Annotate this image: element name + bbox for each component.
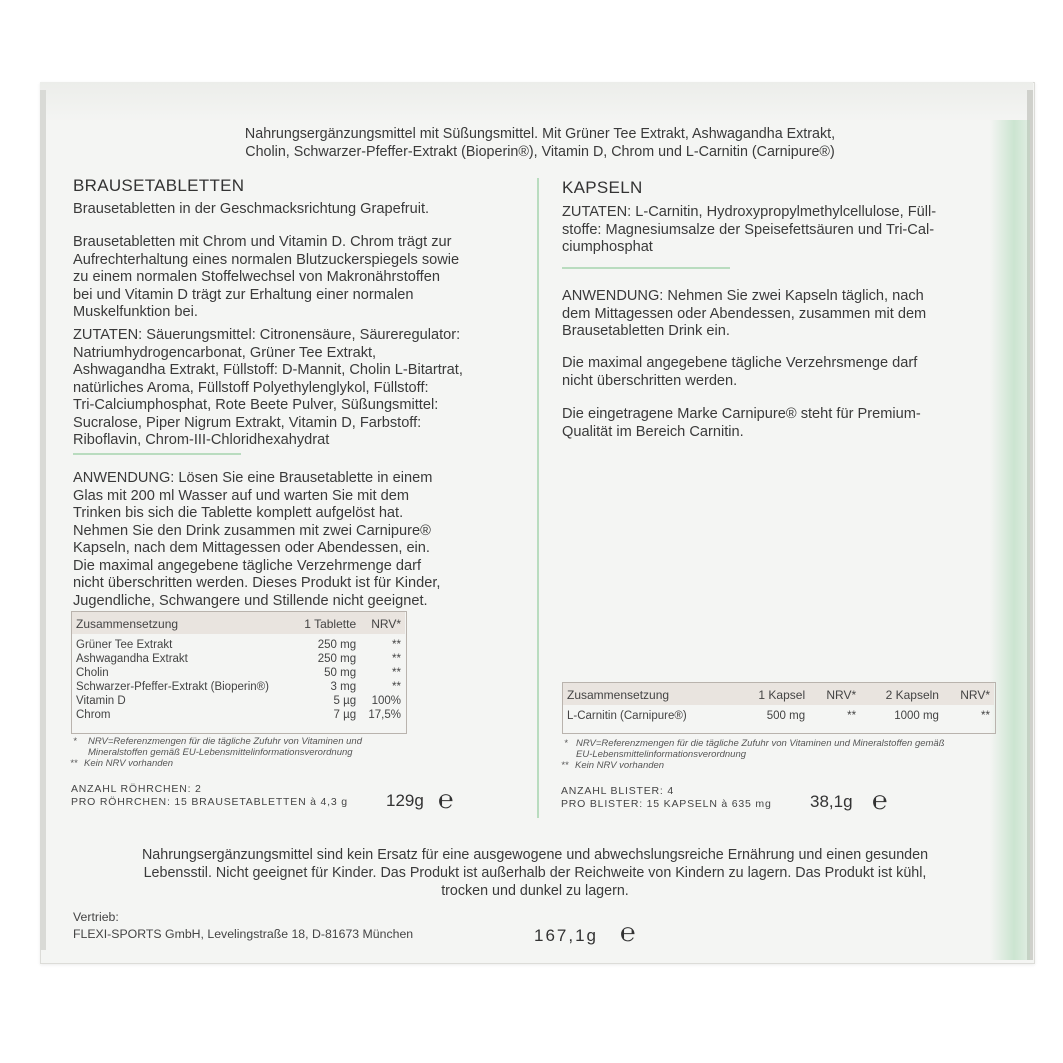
- tablets-footnote-mark-1: *: [73, 736, 77, 747]
- capsules-footnote-1: NRV=Referenzmengen für die tägliche Zufuhr von Vitaminen und Mineralstoffen gemäß EU-Lebensmittelinformationsverordnung: [576, 738, 945, 760]
- row-name: Cholin: [76, 667, 109, 679]
- product-intro: Nahrungsergänzungsmittel mit Süßungsmittel. Mit Grüner Tee Extrakt, Ashwagandha Extrakt, Cholin, Schwarzer-Pfeffer-Extrakt (Bioperin®), Vitamin D, Chrom und L-Carnitin (Carnipure®): [244, 126, 836, 160]
- table-row: [72, 652, 405, 666]
- ingredients-text: Säuerungsmittel: Citronensäure, Säureregulator: Natriumhydrogencarbonat, Grüner Tee Extrakt, Ashwagandha Extrakt, Füllstoff: D-Mannit, Cholin L-Bitartrat, natürliches Aroma, Füllstoff Polyethylenglykol, Füllstoff: Tri-Calciumphosphat, Rote Beete Pulver, Süßungsmittel: Sucralose, Piper Nigrum Extrakt, Vitamin D, Farbstoff: Riboflavin, Chrom-III-Chloridhexahydrat: [73, 327, 463, 448]
- row-amount: 250 mg: [317, 639, 357, 651]
- usage-text: Nehmen Sie zwei Kapseln täglich, nach dem Mittagessen oder Abendessen, zusammen mit dem Brausetabletten Drink ein.: [562, 288, 927, 339]
- capsules-footnote-2: Kein NRV vorhanden: [575, 760, 665, 771]
- col-header: Zusammensetzung: [567, 688, 670, 702]
- row-name: Schwarzer-Pfeffer-Extrakt (Bioperin®): [76, 681, 269, 693]
- row-nrv: **: [392, 639, 401, 651]
- row-name: Vitamin D: [76, 695, 126, 707]
- capsules-trademark: Die eingetragene Marke Carnipure® steht für Premium- Qualität im Bereich Carnitin.: [562, 406, 921, 440]
- capsules-heading: KAPSELN: [562, 178, 643, 197]
- table-row: [72, 694, 405, 708]
- estimated-sign-icon: ℮: [872, 785, 888, 815]
- capsules-nutrition-table: [563, 685, 994, 723]
- table-row: [72, 666, 405, 680]
- ingredients-text: L-Carnitin, Hydroxypropylmethylcellulose, Füll- stoffe: Magnesiumsalze der Speisefettsäuren und Tri-Cal- ciumphosphat: [562, 204, 937, 255]
- capsules-footnote-mark-2: **: [561, 760, 569, 771]
- package-lid-fold: [40, 82, 1033, 122]
- row-amount: 5 µg: [333, 695, 357, 707]
- col-header: Zusammensetzung: [76, 617, 179, 631]
- tablets-footnote-1: NRV=Referenzmengen für die tägliche Zufuhr von Vitaminen und Mineralstoffen gemäß EU-Lebensmittelinformationsverordnung: [88, 736, 362, 758]
- row-nrv: **: [392, 681, 401, 693]
- row-nrv: **: [981, 710, 990, 722]
- tablets-count: ANZAHL RÖHRCHEN: 2 PRO RÖHRCHEN: 15 BRAUSETABLETTEN à 4,3 g: [71, 783, 348, 808]
- capsules-max-intake: Die maximal angegebene tägliche Verzehrsmenge darf nicht überschritten werden.: [562, 355, 918, 389]
- col-header: NRV*: [960, 688, 990, 702]
- ingredients-label: ZUTATEN:: [562, 204, 632, 220]
- estimated-sign-icon: ℮: [620, 917, 636, 947]
- row-nrv: 100%: [371, 695, 401, 707]
- green-brush-decoration: [990, 120, 1030, 960]
- distributor: Vertrieb: FLEXI-SPORTS GmbH, Levelingstraße 18, D-81673 München: [73, 910, 414, 941]
- ingredients-label: ZUTATEN:: [73, 327, 143, 343]
- row-amount: 3 mg: [330, 681, 357, 693]
- capsules-ingredients: [562, 204, 992, 257]
- capsules-count: ANZAHL BLISTER: 4 PRO BLISTER: 15 KAPSELN à 635 mg: [561, 785, 772, 810]
- tablets-footnote-2: Kein NRV vorhanden: [84, 758, 174, 769]
- row-amount: 500 mg: [766, 710, 806, 722]
- tablets-flavor: Brausetabletten in der Geschmacksrichtung Grapefruit.: [73, 201, 430, 217]
- tablets-heading: BRAUSETABLETTEN: [73, 176, 245, 195]
- table-row: [563, 709, 994, 723]
- row-name: Grüner Tee Extrakt: [76, 639, 173, 651]
- tablets-ingredients: [73, 327, 533, 450]
- table-header-row: [72, 614, 405, 634]
- table-row: [72, 638, 405, 652]
- capsules-divider: [562, 267, 730, 269]
- tablets-divider: [73, 453, 241, 455]
- usage-label: ANWENDUNG:: [73, 470, 175, 486]
- row-nrv: **: [392, 667, 401, 679]
- row-amount: 50 mg: [324, 667, 357, 679]
- estimated-sign-icon: ℮: [438, 784, 454, 814]
- tablets-nutrition-table: [72, 614, 405, 722]
- row-nrv: 17,5%: [368, 709, 401, 721]
- col-header: NRV*: [371, 617, 401, 631]
- row-nrv: **: [392, 653, 401, 665]
- table-header-row: [563, 685, 994, 705]
- row-amount: 250 mg: [317, 653, 357, 665]
- row-name: Ashwagandha Extrakt: [76, 653, 188, 665]
- disclaimer: Nahrungsergänzungsmittel sind kein Ersatz für eine ausgewogene und abwechslungsreiche Ernährung und einen gesunden Lebensstil. Nicht geeignet für Kinder. Das Produkt ist außerhalb der Reichweite von Kindern zu lagern. Das Produkt ist kühl, trocken und dunkel zu lagern.: [141, 847, 929, 899]
- capsules-weight: 38,1g: [810, 792, 853, 811]
- table-row: [72, 708, 405, 722]
- row-amount: 7 µg: [333, 709, 357, 721]
- col-header: 1 Tablette: [304, 617, 357, 631]
- table-row: [72, 680, 405, 694]
- tablets-claim: Brausetabletten mit Chrom und Vitamin D. Chrom trägt zur Aufrechterhaltung eines normalen Blutzuckerspiegels sowie zu einem normalen Stoffelwechsel von Makronährstoffen bei und Vitamin D trägt zur Erhaltung einer normalen Muskelfunktion bei.: [73, 234, 460, 320]
- row-amount: 1000 mg: [894, 710, 939, 722]
- tablets-footnote-mark-2: **: [70, 758, 78, 769]
- row-name: Chrom: [76, 709, 111, 721]
- capsules-usage: [562, 288, 992, 341]
- column-divider: [537, 178, 539, 818]
- capsules-footnote-mark-1: *: [564, 738, 568, 749]
- row-name: L-Carnitin (Carnipure®): [567, 710, 687, 722]
- col-header: 1 Kapsel: [758, 688, 806, 702]
- total-weight: 167,1g: [534, 926, 598, 945]
- row-nrv: **: [847, 710, 857, 722]
- col-header: 2 Kapseln: [885, 688, 939, 702]
- usage-text: Lösen Sie eine Brausetablette in einem Glas mit 200 ml Wasser auf und warten Sie mit dem Trinken bis sich die Tablette komplett aufgelöst hat. Nehmen Sie den Drink zusammen mit zwei Carnipure® Kapseln, nach dem Mittagessen oder Abendessen, ein. Die maximal angegebene tägliche Verzehrmenge darf nicht überschritten werden. Dieses Produkt ist für Kinder, Jugendliche, Schwangere und Stillende nicht geeignet.: [73, 470, 441, 609]
- usage-label: ANWENDUNG:: [562, 288, 664, 304]
- col-header: NRV*: [826, 688, 857, 702]
- tablets-weight: 129g: [386, 791, 424, 810]
- tablets-usage: [73, 470, 533, 610]
- package-left-edge: [40, 90, 46, 950]
